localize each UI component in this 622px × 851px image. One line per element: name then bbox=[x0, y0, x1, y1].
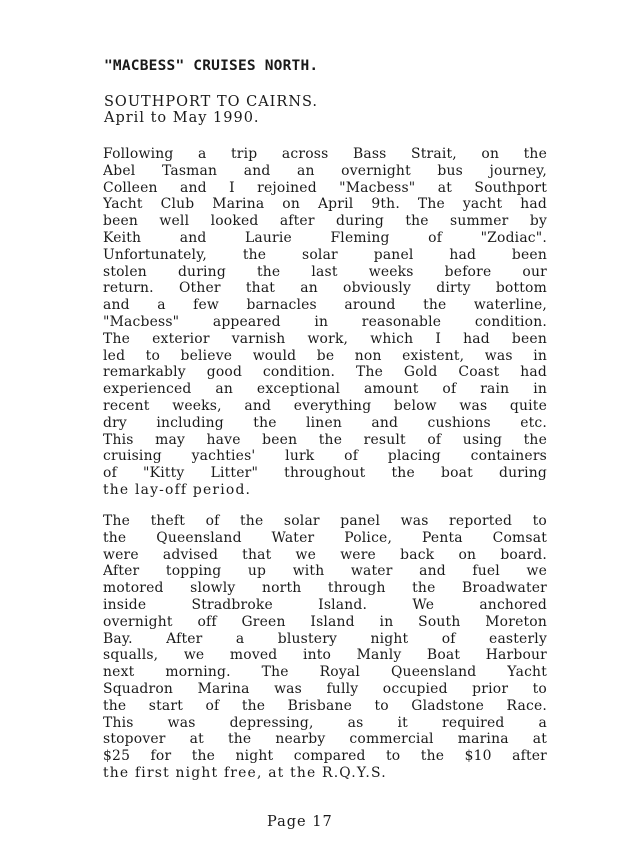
paragraph-line: dry including the linen and cushions etc. bbox=[103, 414, 547, 431]
paragraph-line: stolen during the last weeks before our bbox=[103, 263, 547, 280]
paragraph-line: After topping up with water and fuel we bbox=[103, 563, 547, 580]
paragraph-line: next morning. The Royal Queensland Yacht bbox=[103, 664, 547, 681]
paragraph-line: led to believe would be non existent, was in bbox=[103, 347, 547, 364]
paragraph-line: motored slowly north through the Broadwater bbox=[103, 580, 547, 597]
paragraph-line: and a few barnacles around the waterline, bbox=[103, 297, 547, 314]
paragraph-line: Squadron Marina was fully occupied prior to bbox=[103, 680, 547, 697]
paragraph-line: the lay-off period. bbox=[103, 481, 252, 498]
paragraph-line: the Queensland Water Police, Penta Comsat bbox=[103, 529, 547, 546]
paragraph-line: remarkably good condition. The Gold Coast had bbox=[103, 364, 547, 381]
paragraph-line: $25 for the night compared to the $10 after bbox=[103, 748, 547, 765]
paragraph-1 bbox=[103, 146, 547, 499]
paragraph-line: squalls, we moved into Manly Boat Harbour bbox=[103, 647, 547, 664]
paragraph-line: The exterior varnish work, which I had been bbox=[103, 330, 547, 347]
paragraph-line: the first night free, at the R.Q.Y.S. bbox=[103, 764, 387, 781]
paragraph-line: Abel Tasman and an overnight bus journey, bbox=[103, 162, 547, 179]
paragraph-line: Following a trip across Bass Strait, on the bbox=[103, 146, 547, 162]
paragraph-line: Keith and Laurie Fleming of "Zodiac". bbox=[103, 229, 547, 246]
paragraph-line: Yacht Club Marina on April 9th. The yacht had bbox=[103, 196, 547, 213]
paragraph-line: were advised that we were back on board. bbox=[103, 546, 547, 563]
document-title: "MACBESS" CRUISES NORTH. bbox=[104, 58, 319, 74]
paragraph-line: been well looked after during the summer by bbox=[103, 213, 547, 230]
paragraph-line: the start of the Brisbane to Gladstone Race. bbox=[103, 697, 547, 714]
paragraph-line: Colleen and I rejoined "Macbess" at Southport bbox=[103, 179, 547, 196]
paragraph-line: The theft of the solar panel was reported to bbox=[103, 513, 547, 529]
paragraph-2 bbox=[103, 513, 547, 782]
paragraph-line: This may have been the result of using the bbox=[103, 431, 547, 448]
paragraph-line: experienced an exceptional amount of rain in bbox=[103, 381, 547, 398]
date-range: April to May 1990. bbox=[104, 110, 260, 126]
paragraph-line: stopover at the nearby commercial marina at bbox=[103, 731, 547, 748]
paragraph-line: cruising yachties' lurk of placing containers bbox=[103, 448, 547, 465]
paragraph-line: inside Stradbroke Island. We anchored bbox=[103, 596, 547, 613]
paragraph-line: Bay. After a blustery night of easterly bbox=[103, 630, 547, 647]
paragraph-line: This was depressing, as it required a bbox=[103, 714, 547, 731]
paragraph-line: "Macbess" appeared in reasonable condition. bbox=[103, 313, 547, 330]
paragraph-line: recent weeks, and everything below was quite bbox=[103, 397, 547, 414]
paragraph-line: of "Kitty Litter" throughout the boat during bbox=[103, 465, 547, 482]
paragraph-line: return. Other that an obviously dirty bottom bbox=[103, 280, 547, 297]
page-number: Page 17 bbox=[267, 814, 333, 830]
paragraph-line: overnight off Green Island in South Moreton bbox=[103, 613, 547, 630]
paragraph-line: Unfortunately, the solar panel had been bbox=[103, 246, 547, 263]
route-heading: SOUTHPORT TO CAIRNS. bbox=[104, 94, 319, 110]
